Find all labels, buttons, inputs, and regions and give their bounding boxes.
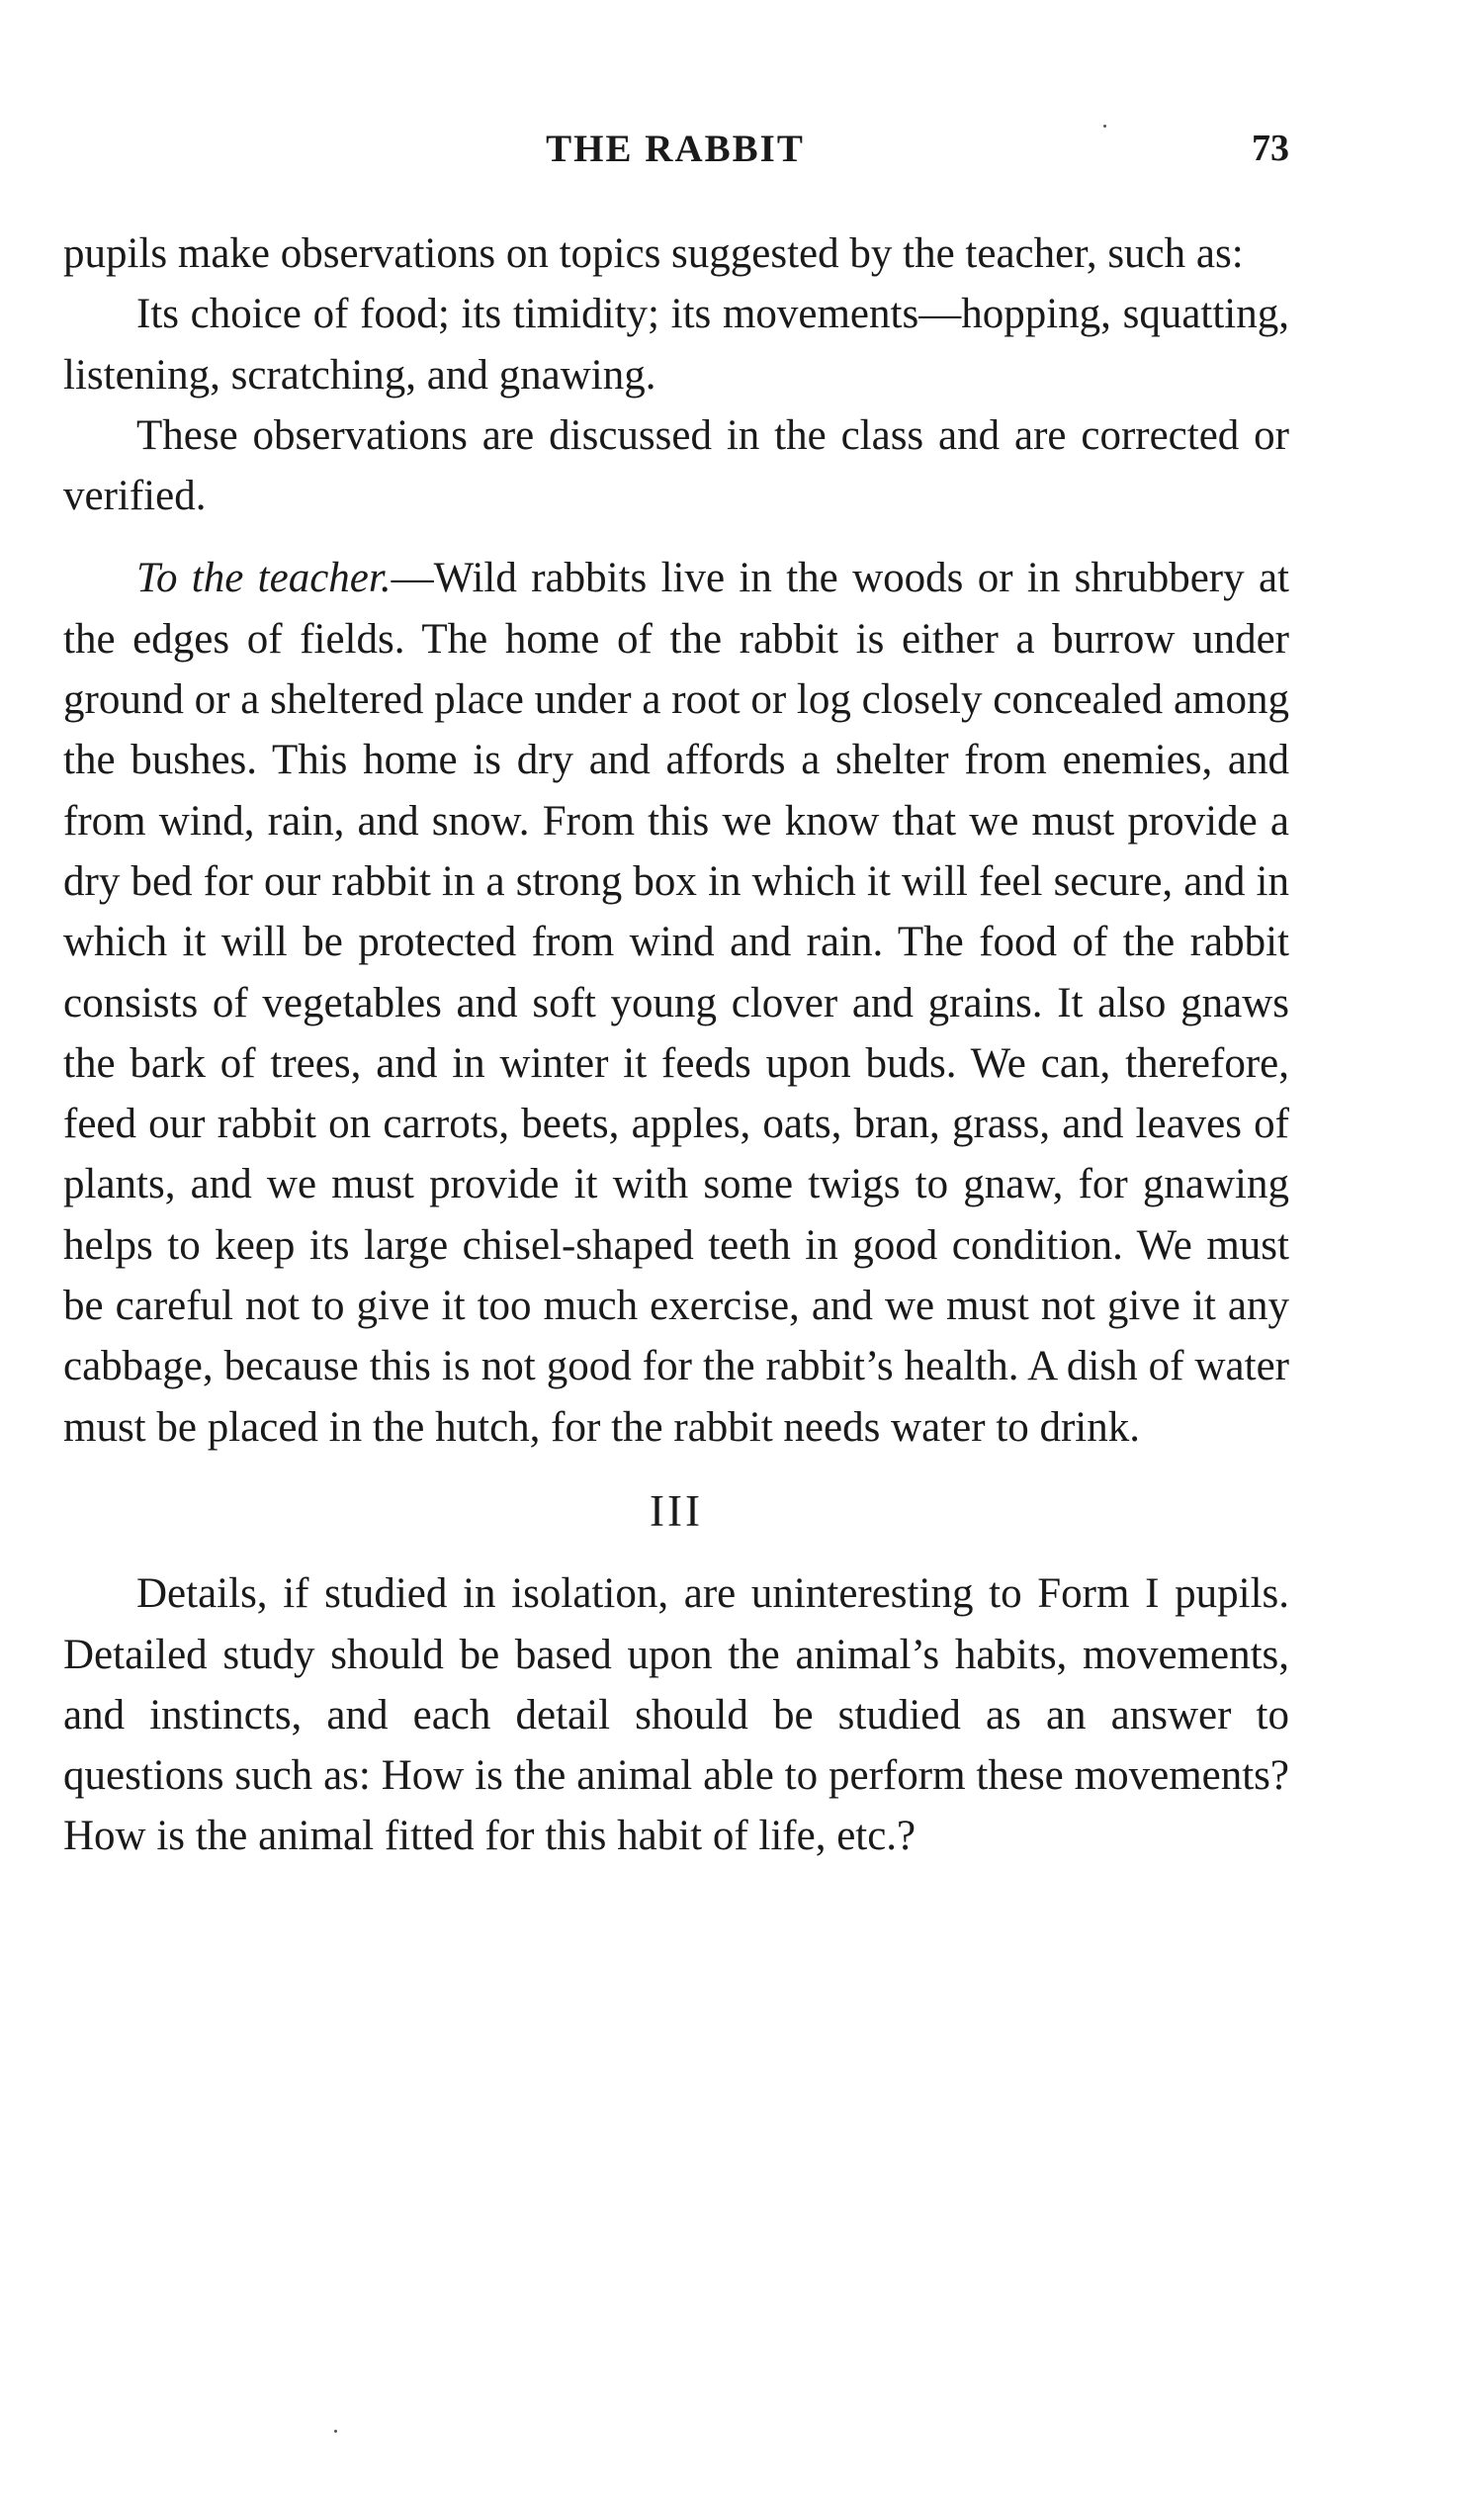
paragraph-gap xyxy=(63,526,1289,548)
paragraph-topics: Its choice of food; its timidity; its movements—hopping, squatting, listening, scratching, and gnawing. xyxy=(63,291,1289,399)
to-the-teacher-text: —Wild rabbits live in the woods or in shrubbery at the edges of fields. The home of the rabbit is either a burrow under ground or a sheltered place under a root or log closely concealed among the bushes. This home is dry and affords a shelter from enemies, and from wind, rain, and snow. From this we know that we must provide a dry bed for our rabbit in a strong box in which it will feel secure, and in which it will be protected from wind and rain. The food of the rabbit consists of vegetables and soft young clover and grains. It also gnaws the bark of trees, and in winter it feeds upon buds. We can, therefore, feed our rabbit on carrots, beets, apples, oats, bran, grass, and leaves of plants, and we must provide it with some twigs to gnaw, for gnawing helps to keep its large chisel-shaped teeth in good condition. We must be careful not to give it too much exercise, and we must not give it any cabbage, because this is not good for the rabbit’s health. A dish of water must be placed in the hutch, for the rabbit needs water to drink. xyxy=(63,555,1289,1451)
paragraph-continued: pupils make observations on topics suggested by the teacher, such as: xyxy=(63,230,1244,277)
page-number: 73 xyxy=(1252,128,1289,169)
scan-speck xyxy=(334,2430,337,2433)
paragraph-to-the-teacher xyxy=(63,548,1289,1457)
running-head xyxy=(61,127,1289,174)
to-the-teacher-label: To the teacher. xyxy=(136,555,392,602)
section-heading: III xyxy=(650,1485,703,1536)
paragraph-details: Details, if studied in isolation, are uninteresting to Form I pupils. Detailed study should be based upon the animal’s habits, movements, and instincts, and each detail should be studied as an answer to questions such as: How is the animal able to perform these movements? How is the animal fitted for this habit of life, etc.? xyxy=(63,1570,1289,1860)
running-title: THE RABBIT xyxy=(546,128,805,170)
paragraph-observations: These observations are discussed in the class and are corrected or verified. xyxy=(63,411,1289,520)
scan-speck xyxy=(1103,125,1106,128)
body-text xyxy=(63,223,1289,1867)
